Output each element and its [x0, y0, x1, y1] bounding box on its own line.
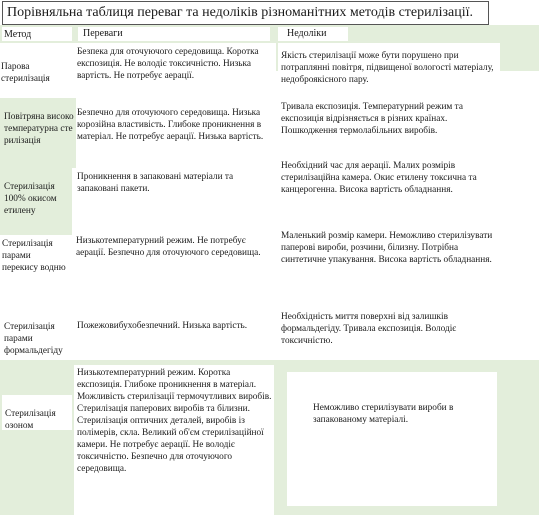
advantages-cell: Безпечно для оточуючого середовища. Низька корозійна властивість. Глибоке проникнення в матеріал. Не потребує аерації. Низька вартість.	[77, 108, 264, 142]
method-cell: Стерилізація парами перекису водню	[2, 239, 66, 273]
cell-box	[76, 312, 268, 358]
disadvantages-cell: Необхідний час для аерації. Малих розмірів стерилізаційна камера. Окис етилену токсична та канцерогенна. Висока вартість обладнання.	[281, 161, 477, 195]
disadvantages-cell: Маленький розмір камери. Неможливо стерилізувати паперові вироби, розчини, білизну. Потрібна синтетичне упакування. Висока вартість обладнання.	[281, 231, 493, 265]
advantages-cell: Низькотемпературний режим. Коротка експозиція. Глибоке проникнення в матеріал. Можливість стерилізації термочутливих виробів. Стерилізація паперових виробів та білизни. Стерилізація оптичних деталей, виробів із полімерів, скла. Великий об'єм стерилізаційної камери. Не потребує аерації. Не володіє токсичністю. Безпечно для оточуючого середовища.	[77, 368, 272, 474]
advantages-cell: Низькотемпературний режим. Не потребує аерації. Безпечно для оточуючого середовища.	[76, 236, 261, 258]
column-header-advantages: Переваги	[83, 28, 123, 39]
column-header-disadvantages: Недоліки	[287, 28, 327, 39]
disadvantages-cell: Необхідність миття поверхні від залишків формальдегіду. Тривала експозиція. Володіє токсичністю.	[281, 312, 457, 346]
method-cell: Повітряна високотемпературна стерилізація	[4, 112, 74, 146]
advantages-cell: Пожежовибухобезпечний. Низька вартість.	[77, 321, 248, 331]
method-cell: Стерилізація парами формальдегіду	[4, 322, 63, 356]
cell-box	[287, 372, 497, 506]
advantages-cell: Проникнення в запаковані матеріали та запаковані пакети.	[77, 172, 234, 194]
method-cell: Стерилізація 100% окисом етилену	[4, 182, 57, 216]
method-cell: Парова стерилізація	[1, 62, 50, 84]
method-cell: Стерилізація озоном	[5, 409, 56, 431]
column-header-method: Метод	[4, 29, 32, 40]
advantages-cell: Безпека для оточуючого середовища. Коротка експозиція. Не володіє токсичністю. Низька вартість. Не потребує аерації.	[77, 47, 259, 81]
disadvantages-cell: Тривала експозиція. Температурний режим та експозиція відрізняється в різних країнах. Пошкодження термолабільних виробів.	[281, 102, 463, 136]
disadvantages-cell: Якість стерилізації може бути порушено при потраплянні повітря, підвищеної вологості матеріалу, недоброякісного пару.	[281, 51, 494, 85]
disadvantages-cell: Неможливо стерилізувати вироби в запакованому матеріалі.	[313, 403, 454, 425]
page-title: Порівняльна таблиця переваг та недоліків різноманітних методів стерилізації.	[2, 1, 489, 25]
